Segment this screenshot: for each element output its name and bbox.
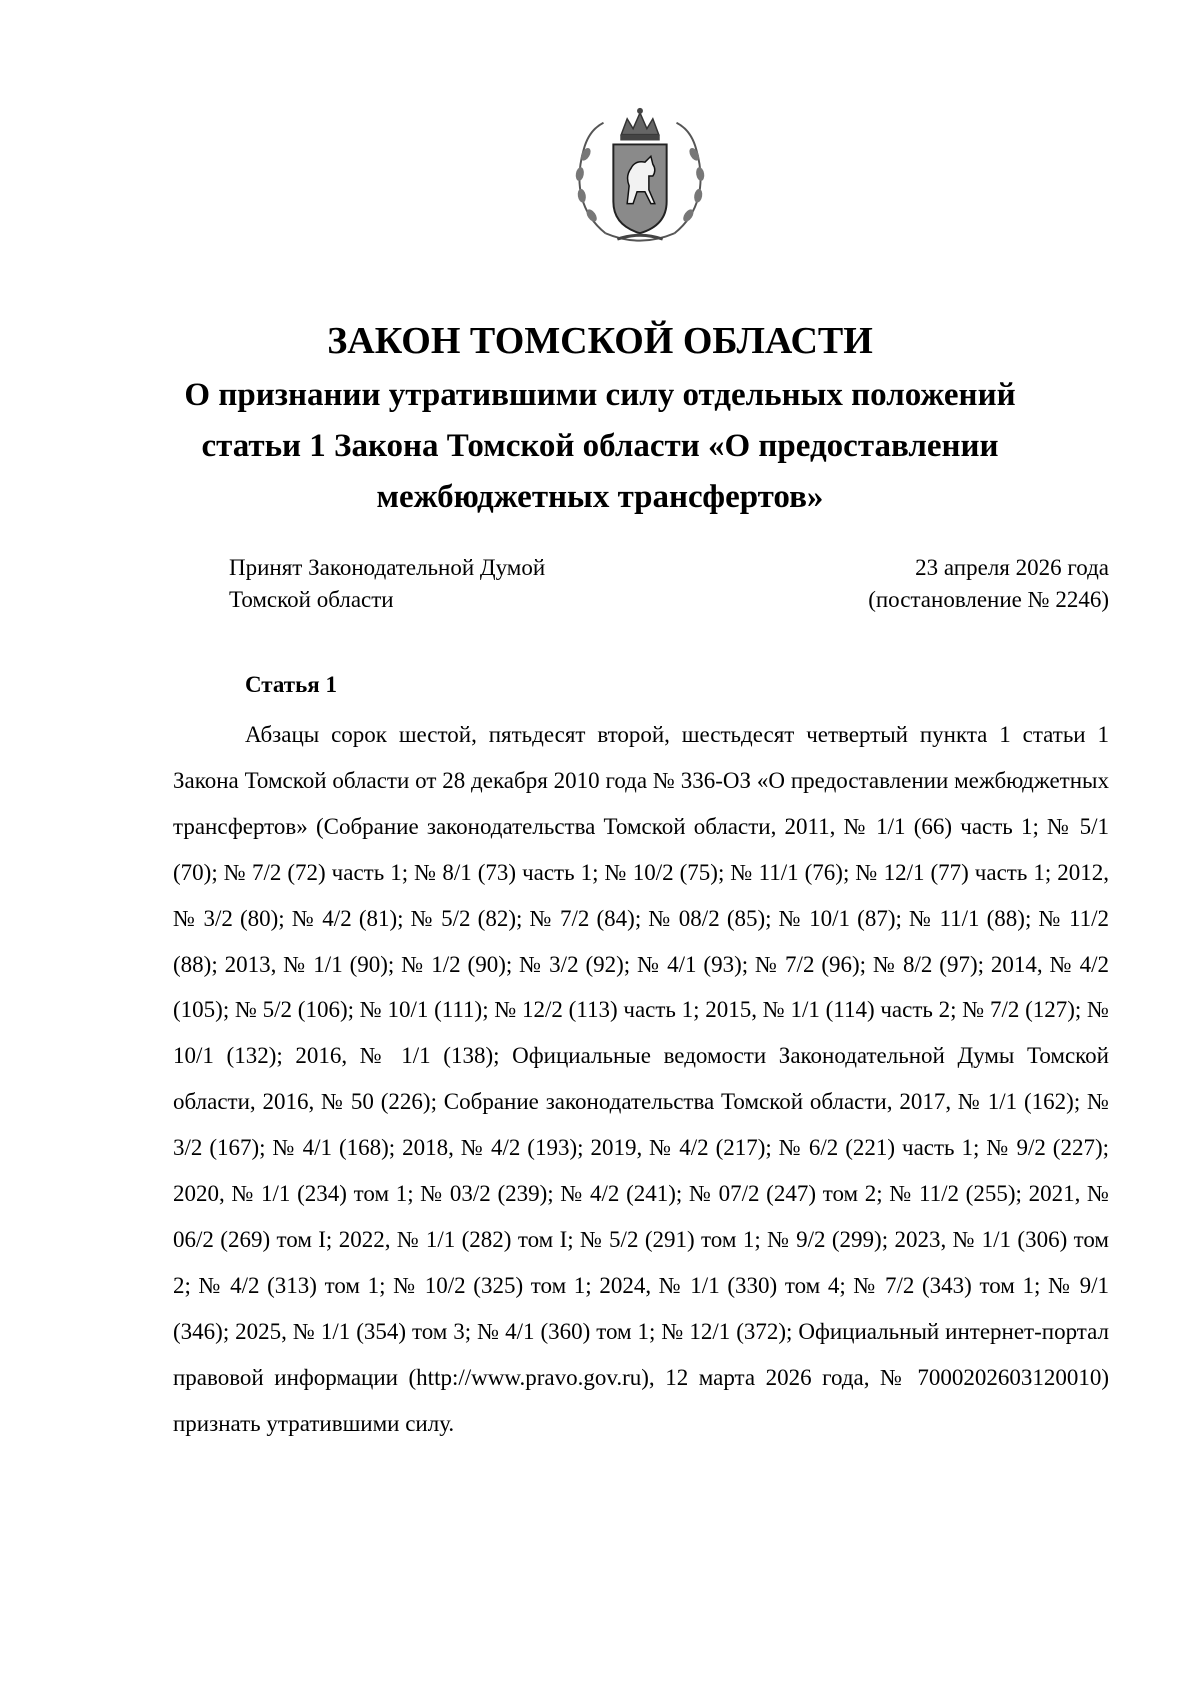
law-subtitle: О признании утратившими силу отдельных положений статьи 1 Закона Томской области «О предоставлении межбюджетных трансфертов» (184, 377, 1016, 515)
article-heading: Статья 1 (245, 672, 337, 697)
resolution-number: (постановление № 2246) (868, 587, 1109, 612)
coat-of-arms-emblem (566, 104, 714, 250)
adopting-body (229, 552, 545, 616)
adoption-date: 23 апреля 2026 года (915, 555, 1109, 580)
law-title: ЗАКОН ТОМСКОЙ ОБЛАСТИ (327, 320, 873, 362)
adoption-details (868, 552, 1109, 616)
adopting-body-line-2: Томской области (229, 587, 394, 612)
adopting-body-line-1: Принят Законодательной Думой (229, 555, 546, 580)
article-text: Абзацы сорок шестой, пятьдесят второй, шестьдесят четвертый пункта 1 статьи 1 Закона Томской области от 28 декабря 2010 года № 336-ОЗ «О предоставлении межбюджетных трансфертов» (Собрание законодательства Томской области, 2011, № 1/1 (66) часть 1; № 5/1 (70); № 7/2 (72) часть 1; № 8/1 (73) часть 1; № 10/2 (75); № 11/1 (76); № 12/1 (77) часть 1; 2012, № 3/2 (80); № 4/2 (81); № 5/2 (82); № 7/2 (84); № 08/2 (85); № 10/1 (87); № 11/1 (88); № 11/2 (88); 2013, № 1/1 (90); № 1/2 (90); № 3/2 (92); № 4/1 (93); № 7/2 (96); № 8/2 (97); 2014, № 4/2 (105); № 5/2 (106); № 10/1 (111); № 12/2 (113) часть 1; 2015, № 1/1 (114) часть 2; № 7/2 (127); № 10/1 (132); 2016, № 1/1 (138); Официальные ведомости Законодательной Думы Томской области, 2016, № 50 (226); Собрание законодательства Томской области, 2017, № 1/1 (162); № 3/2 (167); № 4/1 (168); 2018, № 4/2 (193); 2019, № 4/2 (217); № 6/2 (221) часть 1; № 9/2 (227); 2020, № 1/1 (234) том 1; № 03/2 (239); № 4/2 (241); № 07/2 (247) том 2; № 11/2 (255); 2021, № 06/2 (269) том I; 2022, № 1/1 (282) том I; № 5/2 (291) том 1; № 9/2 (299); 2023, № 1/1 (306) том 2; № 4/2 (313) том 1; № 10/2 (325) том 1; 2024, № 1/1 (330) том 4; № 7/2 (343) том 1; № 9/1 (346); 2025, № 1/1 (354) том 3; № 4/1 (360) том 1; № 12/1 (372); Официальный интернет-портал правовой информации (http://www.pravo.gov.ru), 12 марта 2026 года, № 7000202603120010) признать утратившими силу. (173, 722, 1110, 1436)
